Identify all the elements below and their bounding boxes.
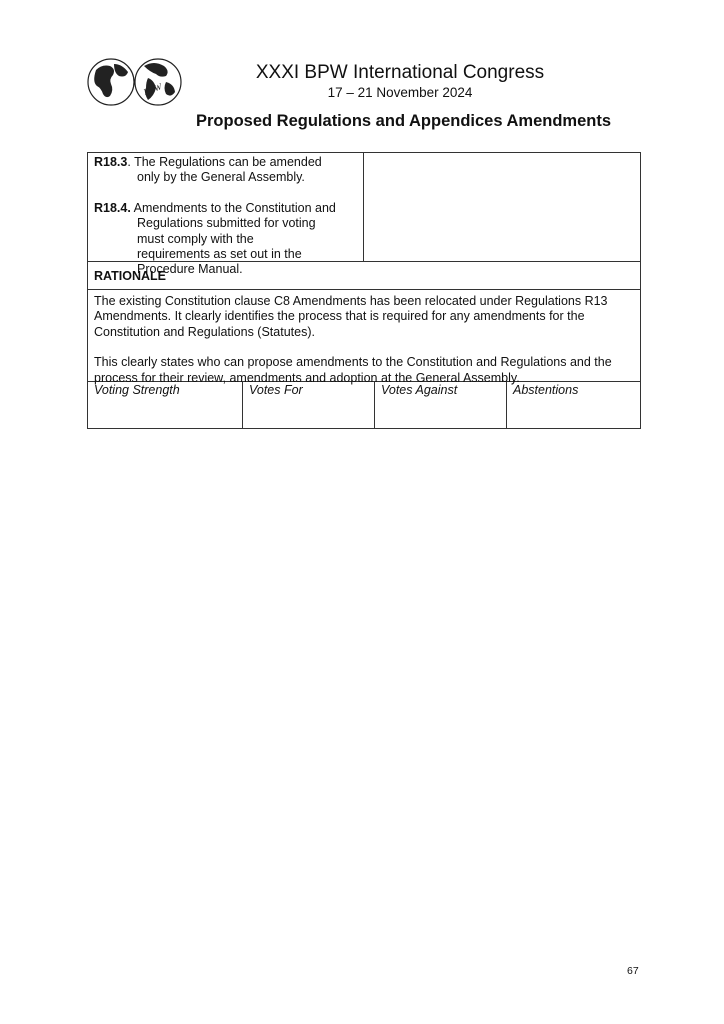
clause-id: R18.4. [94, 200, 131, 215]
rationale-paragraph: The existing Constitution clause C8 Amendments has been relocated under Regulations R13 Amendments. It clearly identifies the process that is required for any amendments for the Constitution and Regulations (Statutes). [94, 294, 608, 339]
amendment-table [87, 152, 641, 429]
congress-dates: 17 – 21 November 2024 [327, 85, 473, 100]
clause-continuation: Regulations submitted for voting must comply with the requirements as set out in the Procedure Manual. [137, 216, 316, 277]
clause-separator: . [127, 155, 135, 169]
page-number: 67 [627, 965, 639, 977]
rationale-body [88, 290, 640, 385]
clause-first-line: The Regulations can be amended [134, 155, 322, 169]
votes-against-cell: Votes Against [375, 382, 507, 428]
rationale-paragraph: This clearly states who can propose amendments to the Constitution and Regulations and the process for their review, amendments and adoption at the General Assembly. [94, 355, 612, 385]
empty-cell [364, 153, 640, 261]
clause-id: R18.3 [94, 155, 128, 169]
bpw-globes-logo [86, 56, 184, 108]
voting-strength-cell: Voting Strength [88, 382, 243, 428]
logo-text: BPW [142, 81, 163, 98]
clause-continuation: only by the General Assembly. [137, 170, 305, 185]
clause-r18-4 [94, 201, 357, 278]
votes-for-cell: Votes For [243, 382, 375, 428]
rationale-heading: RATIONALE [88, 262, 640, 290]
abstentions-cell: Abstentions [513, 383, 579, 397]
document-subtitle: Proposed Regulations and Appendices Amendments [196, 112, 612, 130]
clause-r18-3 [94, 155, 357, 186]
clause-first-line: Amendments to the Constitution and [133, 200, 336, 215]
congress-title: XXXI BPW International Congress [255, 62, 545, 83]
voting-row [88, 382, 640, 428]
